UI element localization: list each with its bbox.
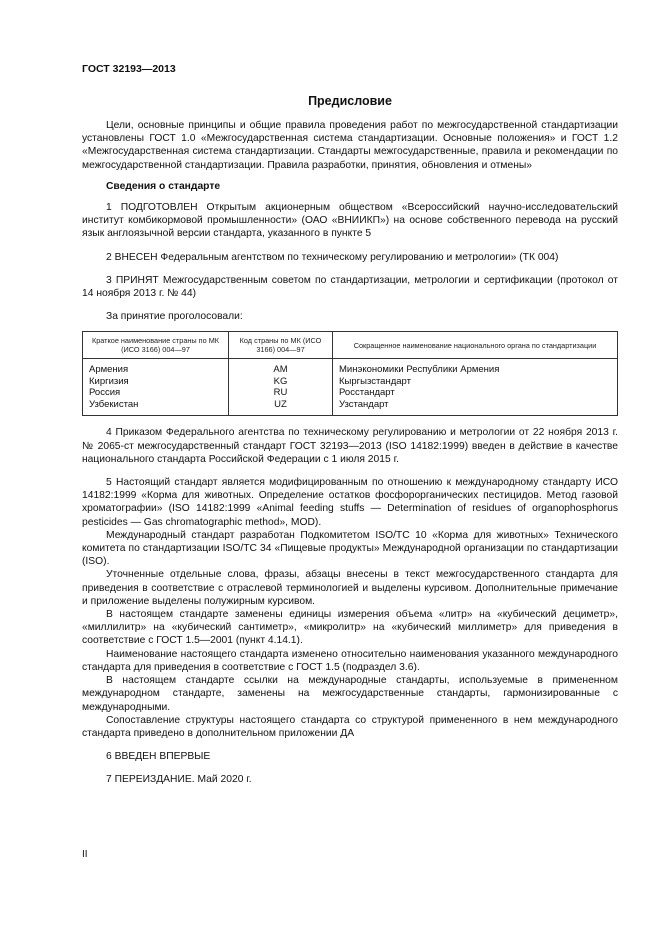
page-number: II [82,849,88,860]
table-row [83,376,618,388]
page-body [82,119,618,787]
item-3-paragraph: 3 ПРИНЯТ Межгосударственным советом по стандартизации, метрологии и сертификации (протокол от 14 ноября 2013 г. № 44) [82,274,618,300]
table-header-row [83,332,618,359]
header-body: Сокращенное наименование национального органа по стандартизации [333,332,618,359]
code-cell: AM [229,359,333,376]
country-cell: Россия [83,387,229,399]
code-cell: KG [229,376,333,388]
item-1-paragraph: 1 ПОДГОТОВЛЕН Открытым акционерным обществом «Всероссийский научно-исследовательский институт комбикормовой промышленности» (ОАО «ВНИИКП») на основе собственного перевода на русский язык англоязычной версии стандарта, указанного в пункте 5 [82,202,618,240]
table-row [83,387,618,399]
item-5-paragraph-6: В настоящем стандарте ссылки на международные стандарты, используемые в примененном международном стандарте, заменены на межгосударственные стандарты, гармонизированные с международными. [82,675,618,713]
item-5-paragraph: 5 Настоящий стандарт является модифицированным по отношению к международному стандарту ИСО 14182:1999 «Корма для животных. Определение остатков фосфорорганических пестицидов. Метод газовой хроматографии» (ISO 14182:1999 «Animal feeding stuffs — Determination of residues of organophosphorus pesticides — Gas chromatographic method», MOD). [82,477,618,528]
country-cell: Киргизия [83,376,229,388]
header-code: Код страны по МК (ИСО 3166) 004—97 [229,332,333,359]
item-7-paragraph: 7 ПЕРЕИЗДАНИЕ. Май 2020 г. [106,774,252,786]
item-5-paragraph-2: Международный стандарт разработан Подкомитетом ISO/TC 10 «Корма для животных» Технического комитета по стандартизации ISO/TC 34 «Пищевые продукты» Международной организации по стандартизации (ISO). [82,529,618,568]
item-4-paragraph: 4 Приказом Федерального агентства по техническому регулированию и метрологии от 22 ноября 2013 г. № 2065-ст межгосударственный стандарт ГОСТ 32193—2013 (ISO 14182:1999) введен в действие в качестве национального стандарта Российской Федерации с 1 июля 2015 г. [82,427,618,465]
header-country: Краткое наименование страны по МК (ИСО 3166) 004—97 [83,332,229,359]
vote-intro: За принятие проголосовали: [106,311,243,323]
item-5-paragraph-3: Уточненные отдельные слова, фразы, абзацы внесены в текст межгосударственного стандарта для приведения в соответствие с отраслевой терминологией и выделены курсивом. Дополнительные примечание и приложение выделены полужирным курсивом. [82,569,618,607]
section-heading: Сведения о стандарте [106,180,221,192]
country-cell: Узбекистан [83,399,229,416]
item-5-paragraph-7: Сопоставление структуры настоящего стандарта со структурой примененного в нем международного стандарта приведено в дополнительном приложении ДА [82,714,618,739]
table-row [83,399,618,416]
table-row [83,359,618,376]
body-cell: Кыргызстандарт [333,376,618,388]
body-cell: Узстандарт [333,399,618,416]
country-cell: Армения [83,359,229,376]
code-cell: UZ [229,399,333,416]
item-6-paragraph: 6 ВВЕДЕН ВПЕРВЫЕ [106,751,211,763]
code-cell: RU [229,387,333,399]
item-2-paragraph: 2 ВНЕСЕН Федеральным агентством по техническому регулированию и метрологии» (ТК 004) [106,251,559,263]
intro-paragraph: Цели, основные принципы и общие правила проведения работ по межгосударственной стандартизации установлены ГОСТ 1.0 «Межгосударственная система стандартизации. Основные положения» и ГОСТ 1.2 «Межгосударственная система стандартизации. Стандарты межгосударственные, правила и рекомендации по межгосударственной стандартизации. Правила разработки, принятия, обновления и отмены» [82,120,618,171]
item-5-paragraph-5: Наименование настоящего стандарта изменено относительно наименования указанного международного стандарта для приведения в соответствие с ГОСТ 1.5 (подраздел 3.6). [82,648,618,673]
page-title: Предисловие [308,94,392,108]
agreement-table [82,331,618,416]
item-5-paragraph-4: В настоящем стандарте заменены единицы измерения объема «литр» на «кубический дециметр», «миллилитр» на «кубический сантиметр», «микролитр» на «кубический миллиметр» для приведения в соответствие с ГОСТ 1.5—2001 (пункт 4.14.1). [82,609,618,647]
body-cell: Росстандарт [333,387,618,399]
document-code-header: ГОСТ 32193—2013 [82,63,176,75]
body-cell: Минэкономики Республики Армения [333,359,618,376]
